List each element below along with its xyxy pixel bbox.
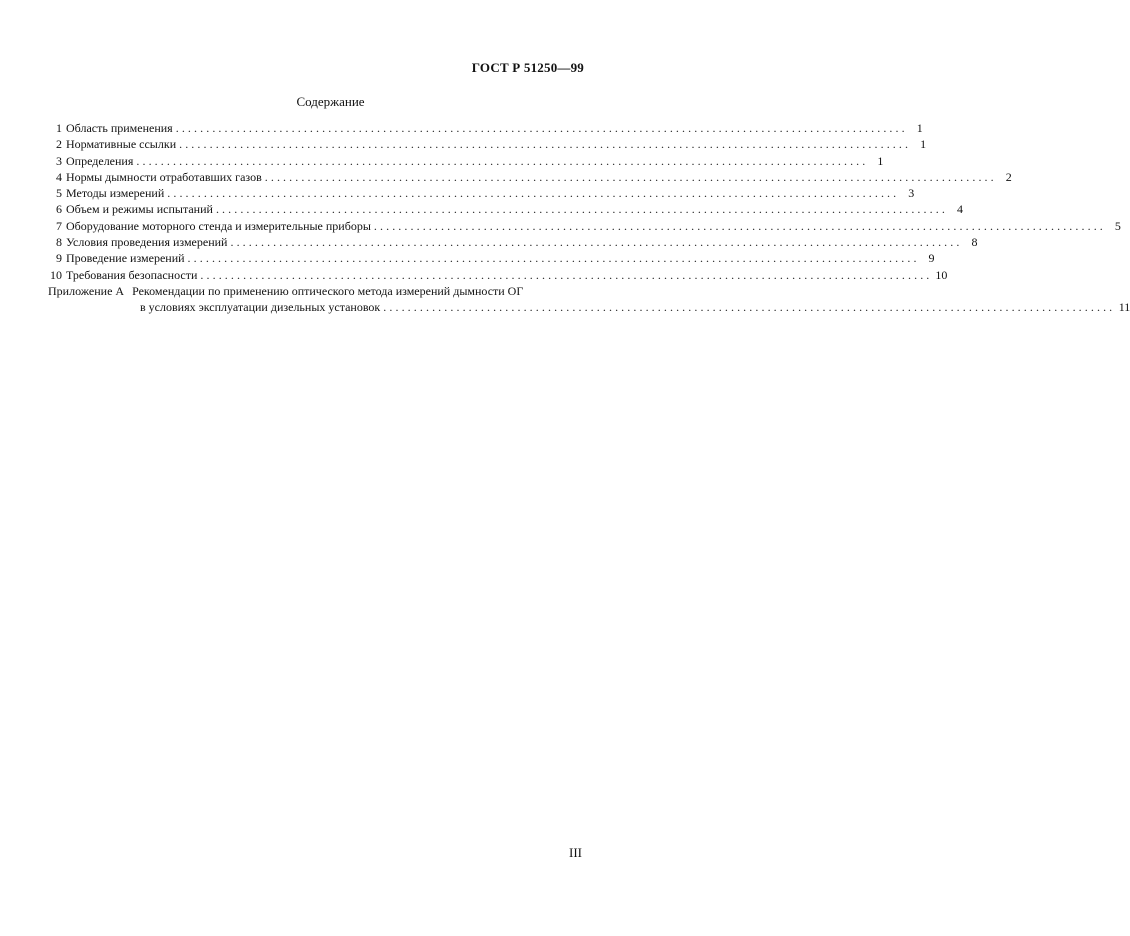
toc-entry-page: 2: [1005, 169, 1012, 184]
toc-entry: [48, 218, 1121, 234]
dot-leader: ........................................................................................................................: [230, 235, 963, 250]
toc-entry: [48, 234, 978, 250]
toc-entry-number: 3: [56, 153, 62, 168]
dot-leader: ........................................................................................................................: [373, 218, 1106, 233]
toc-entry: [48, 267, 948, 283]
dot-leader: ........................................................................................................................: [200, 267, 933, 282]
page-number: III: [569, 845, 582, 860]
toc-entry-page: 8: [971, 235, 978, 250]
toc-appendix-entry: [48, 283, 1130, 315]
toc-entry-title: Требования безопасности: [66, 267, 198, 282]
toc-entry-page: 1: [916, 121, 923, 135]
toc-entry-title: Оборудование моторного стенда и измерительные приборы: [66, 218, 371, 233]
toc-entry-number: 9: [56, 251, 62, 266]
toc-entries: [48, 120, 1121, 283]
table-of-contents: [48, 120, 1130, 315]
appendix-second-line: [48, 299, 1130, 315]
toc-entry-page: 5: [1114, 218, 1121, 233]
appendix-label: Приложение А: [48, 283, 125, 298]
toc-entry-page: 4: [956, 202, 963, 217]
appendix-page-number: 11: [1118, 299, 1130, 314]
toc-entry: [48, 201, 963, 217]
toc-entry-title: Нормативные ссылки: [66, 137, 177, 152]
document-id: ГОСТ Р 51250—99: [471, 60, 584, 75]
toc-entry-page: 9: [928, 251, 935, 266]
dot-leader: ........................................................................................................................: [179, 137, 912, 152]
toc-entry-title: Проведение измерений: [66, 251, 185, 266]
dot-leader: ........................................................................................................................: [136, 153, 869, 168]
toc-entry-number: 5: [56, 186, 62, 201]
toc-entry: [48, 120, 923, 136]
appendix-title-line2: в условиях эксплуатации дизельных установок: [140, 299, 381, 314]
toc-entry-title: Определения: [66, 153, 134, 168]
toc-entry: [48, 136, 927, 152]
toc-entry-title: Методы измерений: [66, 186, 165, 201]
toc-entry: [48, 185, 915, 201]
toc-entry: [48, 169, 1012, 185]
toc-entry-number: 6: [56, 202, 62, 217]
toc-entry-title: Условия проведения измерений: [66, 235, 228, 250]
dot-leader: ........................................................................................................................: [215, 202, 948, 217]
dot-leader: ........................................................................................................................: [187, 251, 920, 266]
toc-entry: [48, 153, 884, 169]
toc-entry-page: 1: [877, 153, 884, 168]
toc-entry-page: 1: [920, 137, 927, 152]
toc-entry-number: 4: [56, 169, 62, 184]
dot-leader: ........................................................................................................................: [167, 186, 900, 201]
toc-entry-title: Область применения: [66, 121, 173, 135]
appendix-title-line1: Рекомендации по применению оптического метода измерений дымности ОГ: [132, 283, 524, 298]
dot-leader: ........................................................................................................................: [383, 299, 1116, 314]
toc-heading: Содержание: [296, 94, 365, 109]
toc-entry-number: 7: [56, 218, 62, 233]
toc-entry-page: 3: [908, 186, 915, 201]
toc-entry-page: 10: [935, 267, 948, 282]
dot-leader: ........................................................................................................................: [264, 169, 997, 184]
toc-entry-title: Объем и режимы испытаний: [66, 202, 213, 217]
toc-entry-number: 2: [56, 137, 62, 152]
dot-leader: ........................................................................................................................: [175, 121, 908, 135]
toc-entry-number: 10: [50, 267, 62, 282]
toc-entry: [48, 250, 935, 266]
toc-entry-number: 1: [56, 121, 62, 135]
appendix-first-line: [48, 283, 585, 299]
toc-entry-title: Нормы дымности отработавших газов: [66, 169, 262, 184]
toc-entry-number: 8: [56, 235, 62, 250]
